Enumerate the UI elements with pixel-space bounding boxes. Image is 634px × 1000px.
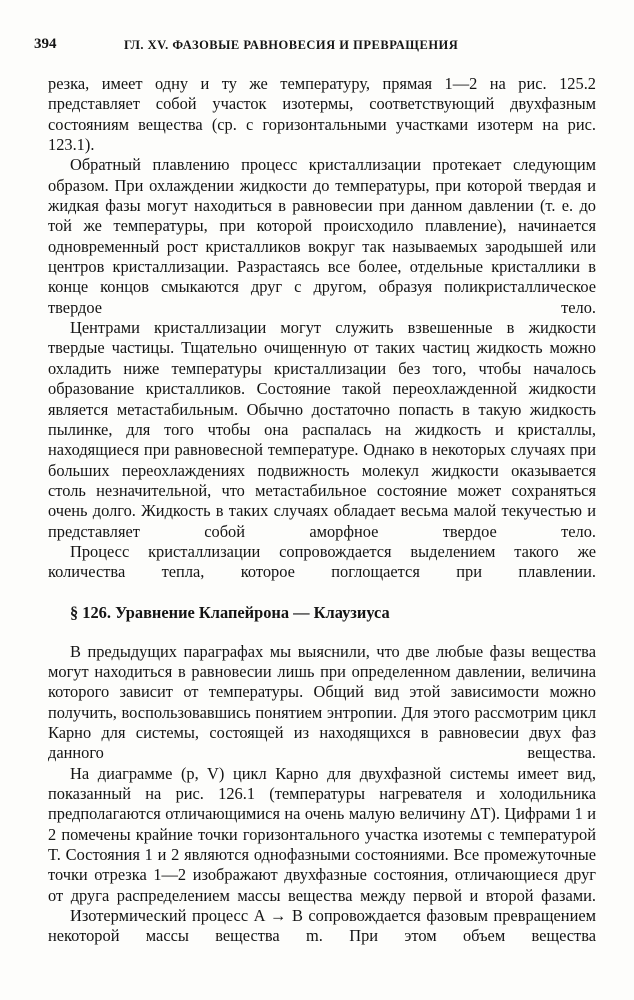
page-header <box>34 36 596 56</box>
page-number: 394 <box>34 36 57 52</box>
paragraph-2: Обратный плавлению процесс кристаллизации протекает следующим образом. При охлаждении жидкости до температуры, при которой твердая и жидкая фазы могут находиться в равновесии при данном давлении (т. е. до той же температуры, при которой происходило плавление), начинается одновременный рост кристалликов вокруг так называемых зародышей или центров кристаллизации. Разрастаясь все более, отдельные кристаллики в конце концов смыкаются друг с другом, образуя поликристаллическое твердое тело. <box>48 155 596 317</box>
paragraph-7: Изотермический процесс A → B сопровождается фазовым превращением некоторой массы вещества m. При этом объем вещества <box>48 906 596 946</box>
paragraph-5: В предыдущих параграфах мы выяснили, что две любые фазы вещества могут находиться в равновесии лишь при определенном давлении, величина которого зависит от температуры. Общий вид этой зависимости можно получить, воспользовавшись понятием энтропии. Для этого рассмотрим цикл Карно для системы, состоящей из находящихся в равновесии двух фаз данного вещества. <box>48 641 596 763</box>
paragraph-3: Центрами кристаллизации могут служить взвешенные в жидкости твердые частицы. Тщательно очищенную от таких частиц жидкость можно охладить ниже температуры кристаллизации без того, чтобы началось образование кристалликов. Состояние такой переохлажденной жидкости является метастабильным. Обычно достаточно попасть в такую жидкость пылинке, для того чтобы она распалась на жидкость и кристаллы, находящиеся при равновесной температуре. Однако в некоторых случаях при больших переохлаждениях подвижность молекул жидкости оказывается столь незначительной, что метастабильное состояние может сохраняться очень долго. Жидкость в таких случаях обладает весьма малой текучестью и представляет собой аморфное твердое тело. <box>48 318 596 541</box>
paragraph-6: На диаграмме (p, V) цикл Карно для двухфазной системы имеет вид, показанный на рис. 126.1 (температуры нагревателя и холодильника предполагаются отличающимися на очень малую величину ΔT). Цифрами 1 и 2 помечены крайние точки горизонтального участка изотемы с температурой T. Состояния 1 и 2 являются однофазными состояниями. Все промежуточные точки отрезка 1—2 изображают двухфазные состояния, отличающиеся друг от друга распределением массы вещества между первой и второй фазами. <box>48 763 596 905</box>
running-title: ГЛ. XV. ФАЗОВЫЕ РАВНОВЕСИЯ И ПРЕВРАЩЕНИЯ <box>124 38 459 52</box>
body-text <box>48 74 596 947</box>
paragraph-4: Процесс кристаллизации сопровождается выделением такого же количества тепла, которое поглощается при плавлении. <box>48 541 596 582</box>
section-heading: § 126. Уравнение Клапейрона — Клаузиуса <box>70 602 390 622</box>
paragraph-1: резка, имеет одну и ту же температуру, прямая 1—2 на рис. 125.2 представляет собой участок изотермы, соответствующий двухфазным состояниям вещества (ср. с горизонтальными участками изотерм на рис. 123.1). <box>48 74 596 155</box>
